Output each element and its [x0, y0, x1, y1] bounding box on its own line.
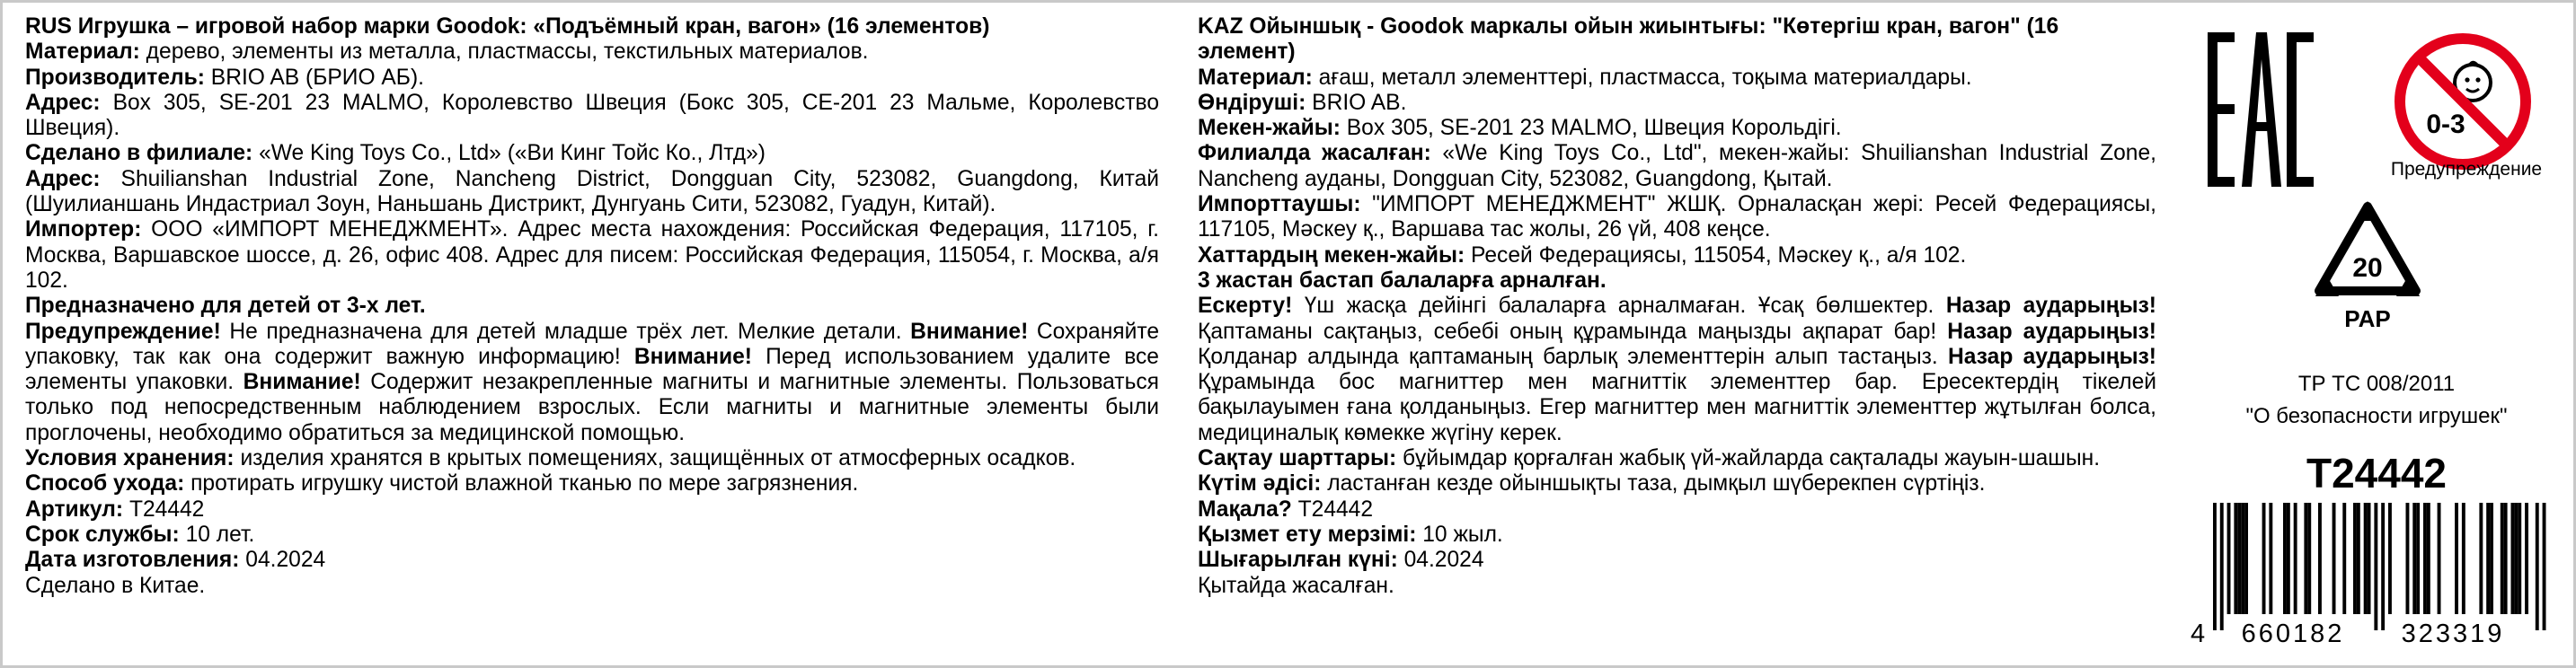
barcode-bar	[2381, 503, 2385, 630]
ru-made-in: Сделано в Китае.	[25, 573, 206, 598]
kz-warnings: Ескерту! Үш жасқа дейінгі балаларға арналмаған. Ұсақ бөлшектер. Назар аударыңыз! Қаптаманы сақтаңыз, себебі оның құрамында маңызды ақпарат бар! Назар аударыңыз! Қолданар алдында қаптаманың барлық элементтерін алып тастаңыз. Назар аударыңыз! Құрамында бос магниттер мен магниттік элементтер бар. Ересектердің тікелей бақылауымен ғана қолданыңыз. Егер магниттер мен магниттік элементтер жұтылған болса, медициналық көмекке жүгіну керек.	[1198, 294, 2156, 445]
barcode-bar	[2504, 503, 2508, 614]
barcode-bar	[2427, 503, 2430, 614]
barcode-bar	[2220, 503, 2224, 630]
tr-ts-number: ТР ТС 008/2011	[2297, 372, 2456, 396]
ru-care: Способ ухода: протирать игрушку чистой влажной тканью по мере загрязнения.	[25, 471, 859, 497]
barcode-bar	[2241, 503, 2244, 614]
age-range-text: 0-3	[2426, 110, 2465, 139]
kz-care: Күтім әдісі: ластанған кезде ойыншықты таза, дымқыл шүберекпен сүртіңіз.	[1198, 471, 1986, 497]
recycle-number: 20	[2352, 253, 2383, 283]
ru-storage: Условия хранения: изделия хранятся в крытых помещениях, защищённых от атмосферных осадков.	[25, 446, 1076, 471]
barcode-bar	[2269, 503, 2272, 614]
barcode-bar	[2234, 503, 2237, 614]
barcode-bars	[2213, 503, 2546, 630]
barcode-bar	[2501, 503, 2504, 614]
ru-service-life: Срок службы: 10 лет.	[25, 522, 255, 547]
barcode-bar	[2307, 503, 2311, 614]
barcode-bar	[2294, 503, 2297, 614]
ru-manufacturer-address: Адрес: Box 305, SE-201 23 MALMO, Королевство Швеция (Бокс 305, СЕ-201 23 Мальме, Королевство Швеция).	[25, 90, 1159, 141]
warning-caption: Предупреждение	[2390, 159, 2543, 180]
barcode-bar	[2244, 503, 2248, 614]
kz-branch: Филиалда жасалған: «We King Toys Co., Ltd", мекен-жайы: Shuilianshan Industrial Zone, Nancheng ауданы, Dongguan City, 523082, Guangdong, Қытай.	[1198, 141, 2156, 191]
barcode-bar	[2518, 503, 2521, 614]
barcode-bar	[2357, 503, 2360, 614]
kz-importer: Импорттаушы: "ИМПОРТ МЕНЕДЖМЕНТ" ЖШҚ. Орналасқан жері: Ресей Федерациясы, 117105, Мәскеу қ., Варшава тас жолы, 26 үй, 408 кеңсе.	[1198, 192, 2156, 242]
barcode-bar	[2353, 503, 2357, 614]
ru-importer: Импортер: ООО «ИМПОРТ МЕНЕДЖМЕНТ». Адрес места нахождения: Российская Федерация, 117105, г. Москва, Варшавское шоссе, д. 26, офис 408. Адрес для писем: Российская Федерация, 115054, г. Москва, а/я 102.	[25, 217, 1159, 293]
kz-product-title: KAZ Ойыншық - Goodok маркалы ойын жиынтығы: "Көтергіш кран, вагон" (16 элемент)	[1198, 14, 2059, 65]
kz-mail-address: Хаттардың мекен-жайы: Ресей Федерациясы, 115054, Мәскеу қ., а/я 102.	[1198, 242, 1967, 268]
barcode-bar	[2455, 503, 2458, 614]
no-under-3-icon	[2394, 32, 2532, 171]
ru-age: Предназначено для детей от 3-х лет.	[25, 294, 426, 319]
barcode-bar	[2368, 503, 2371, 614]
barcode-bar	[2283, 503, 2287, 614]
barcode-bar	[2543, 503, 2546, 630]
kz-material: Материал: ағаш, металл элементтері, пластмасса, тоқыма материалдары.	[1198, 65, 1972, 90]
barcode-bar	[2213, 503, 2217, 630]
kz-manufacturer: Өндіруші: BRIO AB.	[1198, 90, 1407, 115]
barcode-bar	[2486, 503, 2490, 614]
article-number: T24442	[2306, 450, 2447, 497]
ru-manufacturer: Производитель: BRIO AB (БРИО АБ).	[25, 65, 424, 90]
barcode-bar	[2462, 503, 2465, 614]
barcode-bar	[2304, 503, 2307, 614]
barcode-bar	[2342, 503, 2346, 614]
tr-ts-title: "О безопасности игрушек"	[2245, 404, 2508, 428]
recycle-code: PAP	[2344, 305, 2391, 332]
kz-age: 3 жастан бастап балаларға арналған.	[1198, 268, 1607, 293]
ru-article: Артикул: T24442	[25, 497, 205, 522]
barcode-bar	[2423, 503, 2427, 614]
ru-manufacture-date: Дата изготовления: 04.2024	[25, 548, 326, 573]
barcode-bar	[2525, 503, 2528, 614]
barcode-bar	[2490, 503, 2493, 614]
certification-panel	[2174, 0, 2576, 668]
barcode-bar	[2333, 503, 2336, 614]
barcode-bar	[2237, 503, 2241, 614]
barcode-bar	[2479, 503, 2483, 614]
barcode-bar	[2406, 503, 2410, 614]
kz-manufacturer-address: Мекен-жайы: Box 305, SE-201 23 MALMO, Швеция Корольдігі.	[1198, 116, 1842, 141]
ru-branch: Сделано в филиале: «We King Toys Co., Ltd» («Ви Кинг Тойс Ко., Лтд»)	[25, 141, 766, 166]
barcode-bar	[2412, 503, 2416, 614]
barcode-bar	[2388, 503, 2392, 614]
kz-storage: Сақтау шарттары: бұйымдар қорғалған жабық үй-жайларда сақталады жауын-шашын.	[1198, 446, 2101, 471]
kz-service-life: Қызмет ету мерзімі: 10 жыл.	[1198, 522, 1503, 547]
recycling-triangle-icon	[2310, 201, 2425, 336]
barcode-bar	[2287, 503, 2290, 614]
ru-product-title: RUS Игрушка – игровой набор марки Goodok: «Подъёмный кран, вагон» (16 элементов)	[25, 14, 990, 39]
barcode-digits-left: 660182	[2241, 620, 2345, 646]
eac-mark-icon	[2208, 32, 2314, 187]
barcode-digits-right: 323319	[2401, 620, 2505, 646]
kz-article: Мақала? T24442	[1198, 497, 1374, 522]
ru-warnings: Предупреждение! Не предназначена для детей младше трёх лет. Мелкие детали. Внимание! Сохраняйте упаковку, так как она содержит важную информацию! Внимание! Перед использованием удалите все элементы упаковки. Внимание! Содержит незакрепленные магниты и магнитные элементы. Пользоваться только под непосредственным наблюдением взрослых. Если магниты и магнитные элементы были проглочены, необходимо обратиться за медицинской помощью.	[25, 319, 1159, 445]
kz-made-in: Қытайда жасалған.	[1198, 573, 1394, 598]
barcode-bar	[2374, 503, 2377, 630]
russian-text-column	[25, 14, 1159, 599]
kazakh-text-column	[1198, 14, 2156, 599]
barcode-bar	[2511, 503, 2515, 614]
barcode-bar	[2364, 503, 2368, 614]
tech-regulation	[2228, 368, 2525, 433]
barcode-bar	[2438, 503, 2441, 614]
ru-branch-address: Адрес: Shuilianshan Industrial Zone, Nancheng District, Dongguan City, 523082, Guangdong, Китай (Шуилианшань Индастриал Зоун, Наньшань Дистрикт, Дунгуань Сити, 523082, Гуадун, Китай).	[25, 166, 1159, 217]
barcode-digit-first: 4	[2191, 620, 2206, 646]
ru-material: Материал: дерево, элементы из металла, пластмассы, текстильных материалов.	[25, 40, 869, 65]
barcode-bar	[2416, 503, 2420, 614]
ean13-barcode-icon	[2182, 503, 2559, 646]
barcode-bar	[2262, 503, 2266, 614]
barcode-bar	[2514, 503, 2518, 614]
barcode-bar	[2536, 503, 2539, 630]
barcode-bar	[2227, 503, 2231, 614]
kz-manufacture-date: Шығарылған күні: 04.2024	[1198, 548, 1484, 573]
barcode-bar	[2318, 503, 2322, 614]
